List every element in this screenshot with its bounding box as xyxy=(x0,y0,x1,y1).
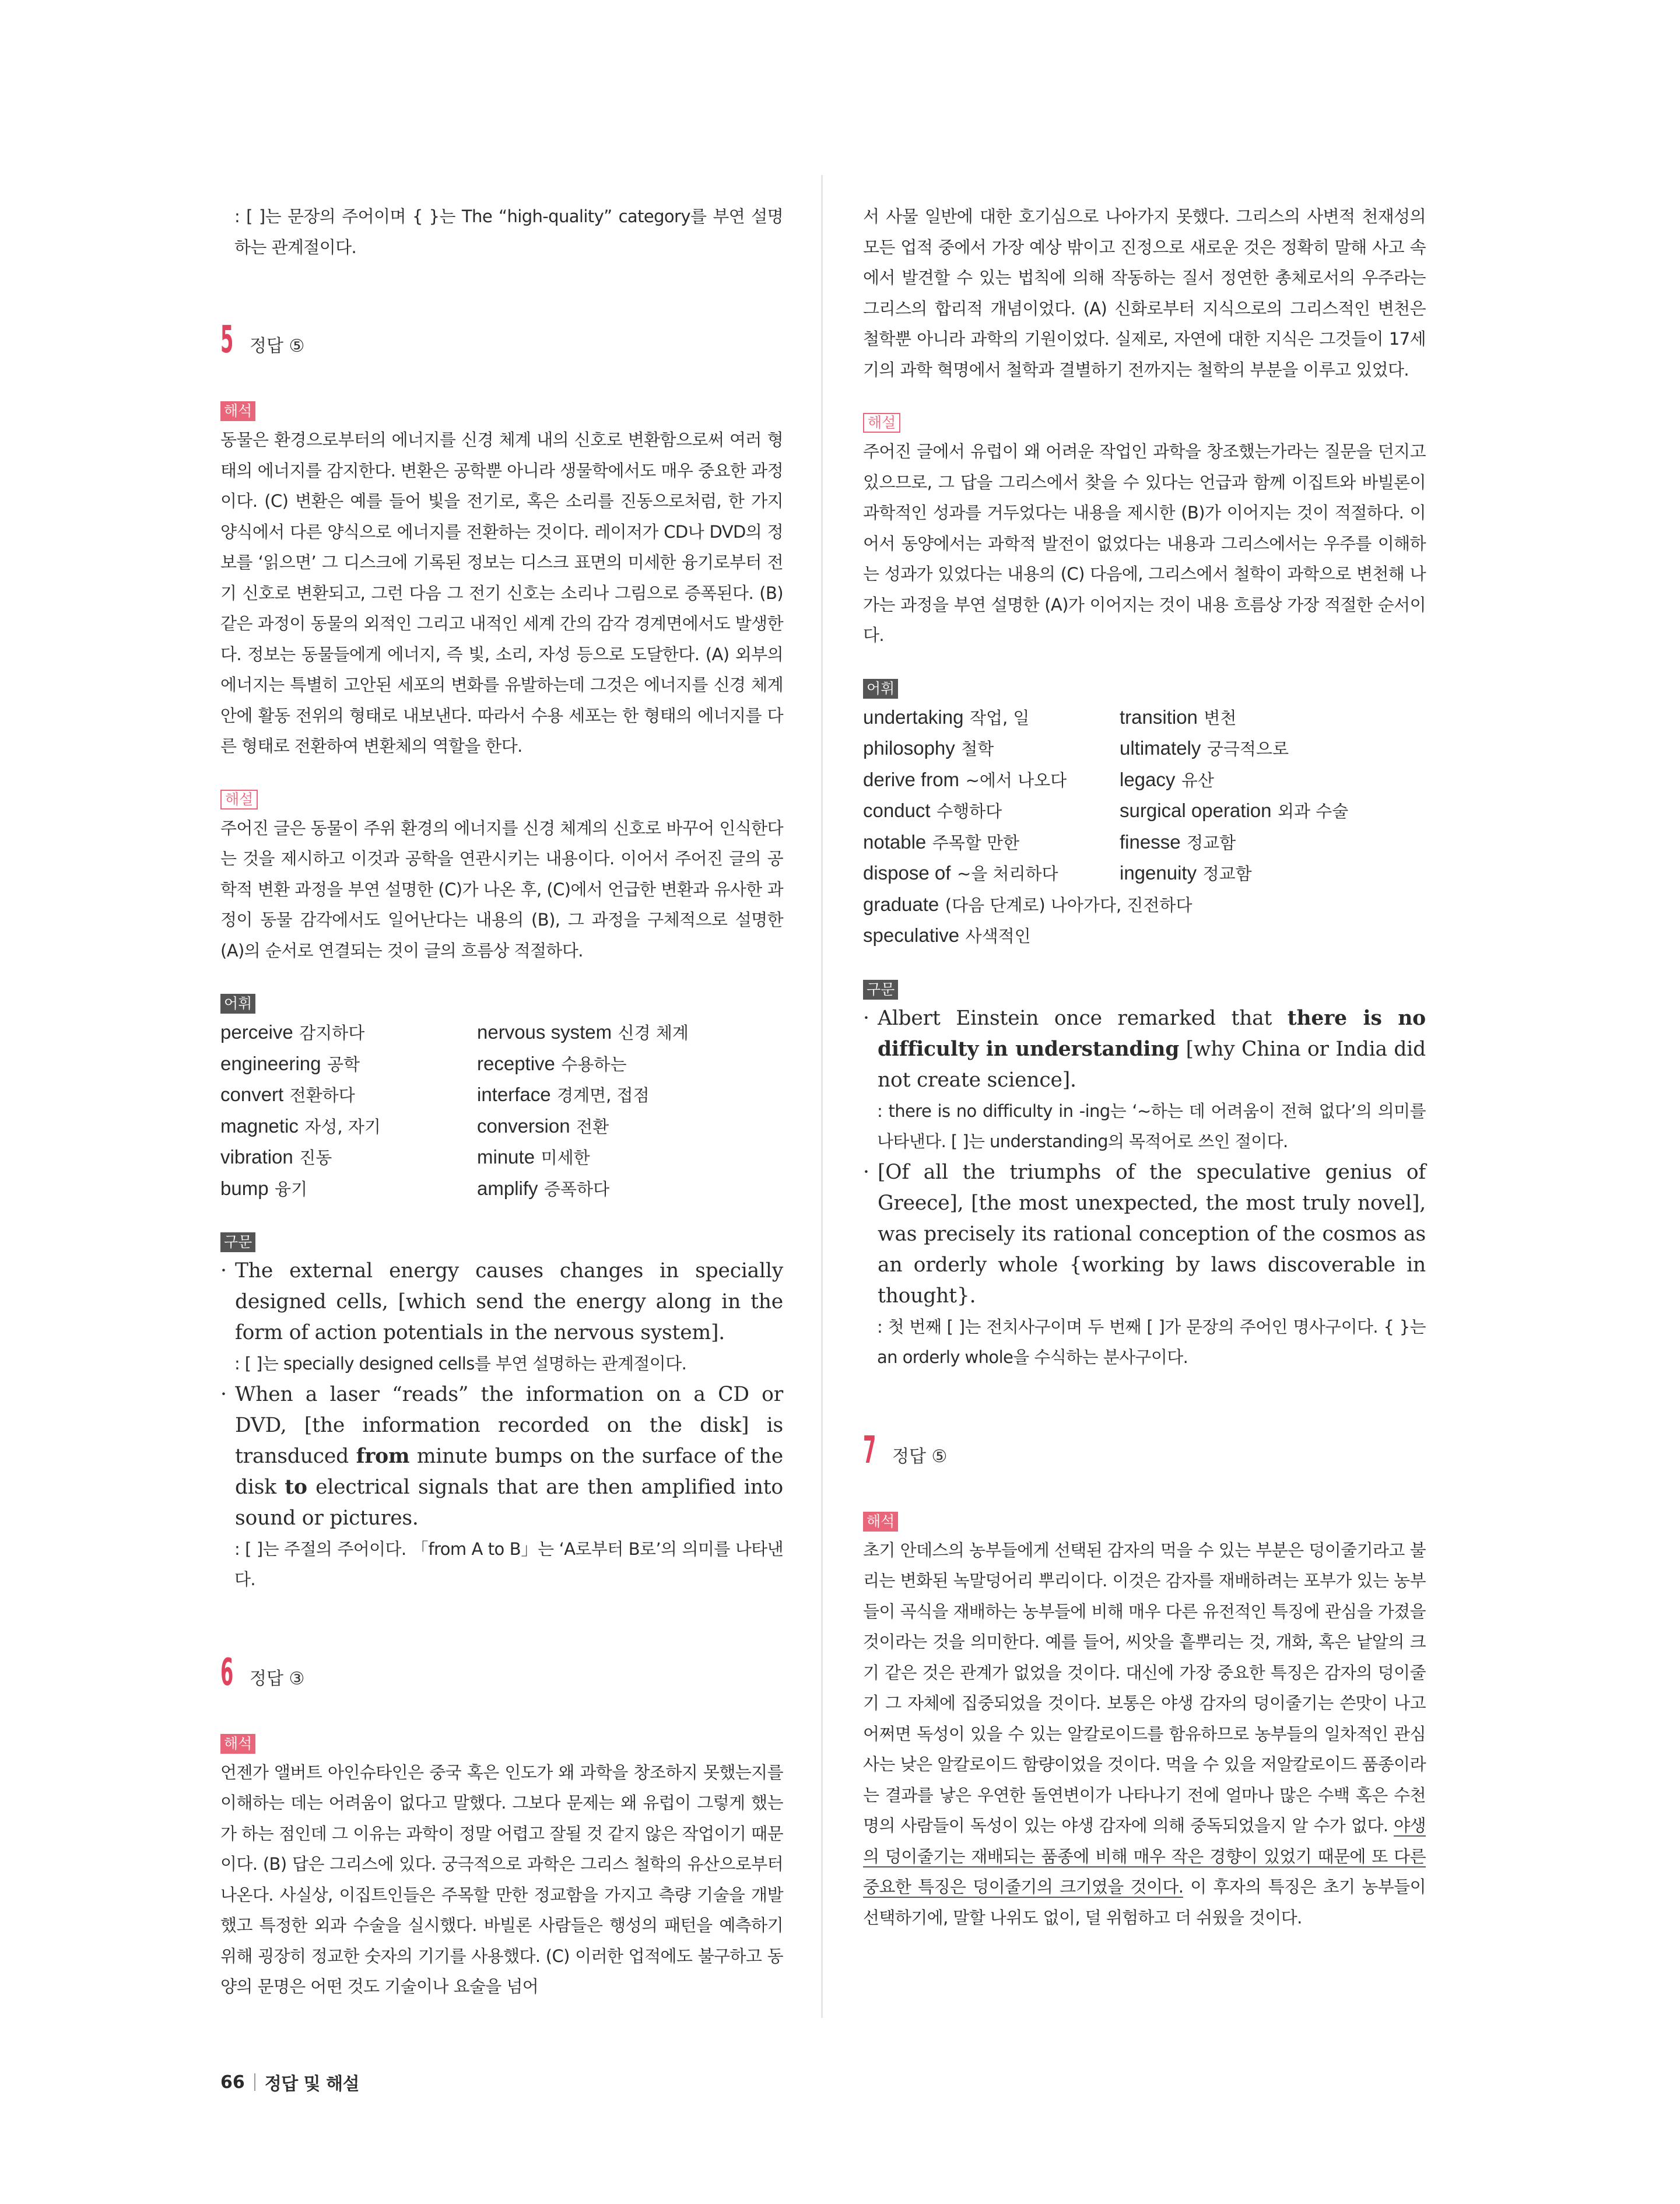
syntax-note-2: : [ ]는 주절의 주어이다. 「from A to B」는 ‘A로부터 B로’의 의미를 나타낸다. xyxy=(234,1539,783,1589)
vocab-item: conversion 전환 xyxy=(477,1115,609,1137)
vocab-list-6 xyxy=(863,702,1426,952)
vocab-list-5 xyxy=(220,1017,783,1204)
bullet-icon: · xyxy=(863,1160,869,1184)
vocab-item: magnetic 자성, 자기 xyxy=(220,1115,381,1137)
bullet-icon: · xyxy=(863,1006,869,1030)
question-number-5: 5 xyxy=(220,318,234,362)
explanation-5: 주어진 글은 동물이 주위 환경의 에너지를 신경 체계의 신호로 바꾸어 인식한다는 것을 제시하고 이것과 공학을 연관시키는 내용이다. 이어서 주어진 글의 공학적 변환 과정을 부연 설명한 (C)가 나온 후, (C)에서 언급한 변환과 유사한 과정이 동물 감각에서도 일어난다는 내용의 (B), 그 과정을 구체적으로 설명한 (A)의 순서로 연결되는 것이 글의 흐름상 적절하다. xyxy=(220,818,783,961)
vocab-item: transition 변천 xyxy=(1120,706,1237,728)
explanation-6: 주어진 글에서 유럽이 왜 어려운 작업인 과학을 창조했는가라는 질문을 던지고 있으므로, 그 답을 그리스에서 찾을 수 있다는 언급과 함께 이집트와 바빌론이 과학적인 성과를 거두었다는 내용을 제시한 (B)가 이어지는 것이 적절하다. 이어서 동양에서는 과학적 발전이 없었다는 내용과 그리스에서는 우주를 이해하는 성과가 있었다는 내용의 (C) 다음에, 그리스에서 철학이 과학으로 변천해 나가는 과정을 부연 설명한 (A)가 이어지는 것이 내용 흐름상 가장 적절한 순서이다. xyxy=(863,441,1426,645)
vocab-item: ingenuity 정교함 xyxy=(1120,862,1252,884)
vocab-item: philosophy 철학 xyxy=(863,737,994,759)
section-label: 정답 및 해설 xyxy=(264,2074,360,2094)
explanation-tag: 해설 xyxy=(220,790,258,810)
answer-6-header xyxy=(220,1649,783,1694)
vocab-item: minute 미세한 xyxy=(477,1146,590,1168)
syntax-sentence-2: · [Of all the triumphs of the speculative genius of Greece], [the most unexpected, the most truly novel], was precisely its rational conception of the cosmos as an orderly whole {working by laws discoverable in thought}. xyxy=(863,1157,1426,1312)
syntax-note-1: : there is no difficulty in -ing는 ‘~하는 데 어려움이 전혀 없다’의 의미를 나타낸다. [ ]는 understanding의 목적어로 쓰인 절이다. xyxy=(877,1101,1426,1151)
syntax-sentence-1: · The external energy causes changes in specially designed cells, [which send the energy along in the form of action potentials in the nervous system]. xyxy=(220,1256,783,1348)
question-number-7: 7 xyxy=(863,1428,876,1472)
vocab-item: perceive 감지하다 xyxy=(220,1021,365,1043)
vocab-tag: 어휘 xyxy=(220,994,255,1014)
syntax-tag: 구문 xyxy=(863,980,898,1000)
vocab-item: nervous system 신경 체계 xyxy=(477,1021,689,1043)
syntax-tag: 구문 xyxy=(220,1232,255,1252)
column-divider xyxy=(821,175,823,2018)
answer-5: 정답 ⑤ xyxy=(250,336,305,356)
translation-5: 동물은 환경으로부터의 에너지를 신경 체계 내의 신호로 변환함으로써 여러 형태의 에너지를 감지한다. 변환은 공학뿐 아니라 생물학에서도 매우 중요한 과정이다. (C) 변환은 예를 들어 빛을 전기로, 혹은 소리를 진동으로처럼, 한 가지 양식에서 다른 양식으로 에너지를 전환하는 것이다. 레이저가 CD나 DVD의 정보를 ‘읽으면’ 그 디스크에 기록된 정보는 디스크 표면의 미세한 융기로부터 전기 신호로 변환되고, 그런 다음 그 전기 신호는 소리나 그림으로 증폭된다. (B) 같은 과정이 동물의 외적인 그리고 내적인 세계 간의 감각 경계면에서도 발생한다. 정보는 동물들에게 에너지, 즉 빛, 소리, 자성 등으로 도달한다. (A) 외부의 에너지는 특별히 고안된 세포의 변화를 유발하는데 그것은 에너지를 신경 체계 안에 활동 전위의 형태로 내보낸다. 따라서 수용 세포는 한 형태의 에너지를 다른 형태로 전환하여 변환체의 역할을 한다. xyxy=(220,430,783,756)
syntax-note-1: : [ ]는 specially designed cells를 부연 설명하는 관계절이다. xyxy=(234,1354,687,1373)
underlined-sentence: 야생의 덩이줄기는 재배되는 품종에 비해 매우 작은 경향이 있었기 때문에 또 다른 중요한 특징은 덩이줄기의 크기였을 것이다. xyxy=(863,1816,1426,1897)
vocab-item: amplify 증폭하다 xyxy=(477,1177,610,1199)
vocab-item: dispose of ~을 처리하다 xyxy=(863,862,1058,884)
vocab-item: graduate (다음 단계로) 나아가다, 진전하다 xyxy=(863,893,1193,915)
question-number-6: 6 xyxy=(220,1651,234,1694)
page-footer xyxy=(220,2069,359,2095)
translation-tag: 해석 xyxy=(220,1734,255,1754)
translation-tag: 해석 xyxy=(220,401,255,421)
vocab-item: ultimately 궁극적으로 xyxy=(1120,737,1289,759)
translation-tag: 해석 xyxy=(863,1512,898,1532)
bullet-icon: · xyxy=(220,1382,227,1406)
vocab-item: derive from ~에서 나오다 xyxy=(863,768,1067,790)
vocab-item: undertaking 작업, 일 xyxy=(863,706,1030,728)
vocab-item: notable 주목할 만한 xyxy=(863,831,1020,853)
syntax-note-2: : 첫 번째 [ ]는 전치사구이며 두 번째 [ ]가 문장의 주어인 명사구이다. { }는 an orderly whole을 수식하는 분사구이다. xyxy=(877,1316,1426,1367)
answer-7-header xyxy=(863,1427,1426,1472)
vocab-item: receptive 수용하는 xyxy=(477,1052,627,1074)
answer-7: 정답 ⑤ xyxy=(892,1446,948,1467)
bullet-icon: · xyxy=(220,1259,227,1283)
translation-7: 초기 안데스의 농부들에게 선택된 감자의 먹을 수 있는 부분은 덩이줄기라고 불리는 변화된 녹말덩어리 뿌리이다. 이것은 감자를 재배하려는 포부가 있는 농부들이 곡식을 재배하는 농부들에 비해 매우 다른 유전적인 특징에 관심을 가졌을 것이라는 것을 의미한다. 예를 들어, 씨앗을 흩뿌리는 것, 개화, 혹은 낱알의 크기 같은 것은 관계가 없었을 것이다. 대신에 가장 중요한 특징은 감자의 덩이줄기 그 자체에 집중되었을 것이다. 보통은 야생 감자의 덩이줄기는 쓴맛이 나고 어쩌면 독성이 있을 수 있는 알칼로이드를 함유하므로 농부들의 일차적인 관심사는 낮은 알칼로이드 함량이었을 것이다. 먹을 수 있을 저알칼로이드 품종이라는 결과를 낳은 우연한 돌연변이가 나타나기 전에 얼마나 많은 수백 혹은 수천 명의 사람들이 독성이 있는 야생 감자에 의해 중독되었을지 알 수가 없다. 야생의 덩이줄기는 재배되는 품종에 비해 매우 작은 경향이 있었기 때문에 또 다른 중요한 특징은 덩이줄기의 크기였을 것이다. 이 후자의 특징은 초기 농부들이 선택하기에, 말할 나위도 없이, 덜 위험하고 더 쉬웠을 것이다. xyxy=(863,1540,1426,1928)
answer-5-header xyxy=(220,316,783,362)
vocab-item: surgical operation 외과 수술 xyxy=(1120,800,1349,821)
vocab-item: interface 경계면, 접점 xyxy=(477,1084,650,1105)
vocab-item: bump 융기 xyxy=(220,1177,308,1199)
intro-note: : [ ]는 문장의 주어이며 { }는 The “high-quality” category를 부연 설명하는 관계절이다. xyxy=(234,206,783,257)
explanation-tag: 해설 xyxy=(863,413,900,433)
vocab-item: finesse 정교함 xyxy=(1120,831,1236,853)
answer-6: 정답 ③ xyxy=(250,1668,305,1689)
right-column xyxy=(863,201,1426,1933)
syntax-sentence-2: · When a laser “reads” the information on a CD or DVD, [the information recorded on the disk] is transduced from minute bumps on the surface of the disk to electrical signals that are then amplified into sound or pictures. xyxy=(220,1379,783,1534)
left-column xyxy=(220,201,783,2002)
vocab-item: legacy 유산 xyxy=(1120,768,1214,790)
translation-6-continued: 서 사물 일반에 대한 호기심으로 나아가지 못했다. 그리스의 사변적 천재성의 모든 업적 중에서 가장 예상 밖이고 진정으로 새로운 것은 정확히 말해 사고 속에서 발견할 수 있는 법칙에 의해 작동하는 질서 정연한 총체로서의 우주라는 그리스의 합리적 개념이었다. (A) 신화로부터 지식으로의 그리스적인 변천은 철학뿐 아니라 과학의 기원이었다. 실제로, 자연에 대한 지식은 그것들이 17세기의 과학 혁명에서 철학과 결별하기 전까지는 철학의 부분을 이루고 있었다. xyxy=(863,206,1426,380)
vocab-item: engineering 공학 xyxy=(220,1052,360,1074)
translation-6: 언젠가 앨버트 아인슈타인은 중국 혹은 인도가 왜 과학을 창조하지 못했는지를 이해하는 데는 어려움이 없다고 말했다. 그보다 문제는 왜 유럽이 그렇게 했는가 하는 점인데 그 이유는 과학이 정말 어렵고 잘될 것 같지 않은 작업이기 때문이다. (B) 답은 그리스에 있다. 궁극적으로 과학은 그리스 철학의 유산으로부터 나온다. 사실상, 이집트인들은 주목할 만한 정교함을 가지고 측량 기술을 개발했고 특정한 외과 수술을 실시했다. 바빌론 사람들은 행성의 패턴을 예측하기 위해 굉장히 정교한 숫자의 기기를 사용했다. (C) 이러한 업적에도 불구하고 동양의 문명은 어떤 것도 기술이나 요술을 넘어 xyxy=(220,1762,783,1996)
vocab-item: speculative 사색적인 xyxy=(863,924,1031,946)
syntax-sentence-1: · Albert Einstein once remarked that there is no difficulty in understanding [why China or India did not create science]. xyxy=(863,1003,1426,1096)
page-number: 66 xyxy=(220,2072,245,2093)
vocab-item: conduct 수행하다 xyxy=(863,800,1002,821)
vocab-item: vibration 진동 xyxy=(220,1146,332,1168)
footer-separator xyxy=(254,2073,255,2091)
vocab-tag: 어휘 xyxy=(863,679,898,699)
vocab-item: convert 전환하다 xyxy=(220,1084,355,1105)
